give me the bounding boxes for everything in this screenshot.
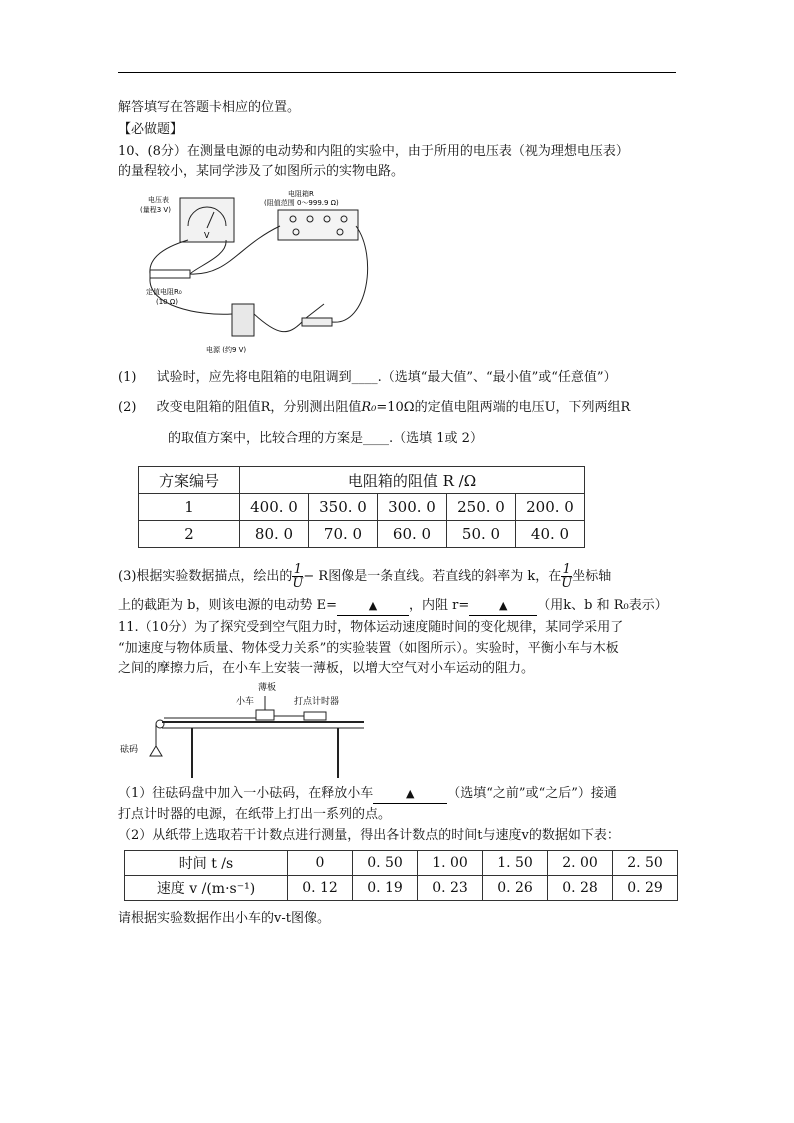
table-header-cell: 速度 v /(m·s⁻¹)	[125, 876, 288, 901]
table-cell: 250. 0	[447, 494, 516, 521]
resistance-box-shape	[278, 210, 358, 240]
q10-part3-text-b: − R图像是一条直线。若直线的斜率为 k，在	[303, 569, 562, 584]
table-cell: 1. 00	[418, 851, 483, 876]
table-cell: 0. 12	[288, 876, 353, 901]
weight-label: 砝码	[120, 745, 139, 755]
table-cell: 1. 50	[483, 851, 548, 876]
table-cell: 350. 0	[309, 494, 378, 521]
table-cell: 2. 00	[548, 851, 613, 876]
q11-table	[124, 850, 678, 901]
table-cell: 80. 0	[240, 521, 309, 548]
q11-part1-text-b: （选填“之前”或“之后”）接通	[447, 786, 617, 801]
q10-part3-text-a: (3)根据实验数据描点，绘出的	[118, 569, 293, 584]
q10-part2-r0: R₀	[361, 400, 377, 415]
timer-shape	[304, 712, 326, 720]
table-cell: 70. 0	[309, 521, 378, 548]
table-cell: 0. 50	[353, 851, 418, 876]
fixed-resistor-value: (10 Ω)	[156, 298, 178, 306]
q10-part2-text-b: =10Ω的定值电阻两端的电压U，下列两组R	[376, 400, 631, 415]
q10-part3-text-e: ，内阻 r=	[408, 598, 470, 613]
table-cell: 300. 0	[378, 494, 447, 521]
triangle-mark-icon: ▲	[368, 599, 378, 612]
q10-part2	[118, 399, 630, 417]
q11-part1	[118, 785, 617, 804]
table-cell: 1	[139, 494, 240, 521]
fraction-numerator: 1	[293, 562, 303, 577]
table-row	[125, 876, 678, 901]
fraction-denominator: U	[292, 576, 304, 591]
fixed-resistor-shape	[150, 270, 190, 278]
answer-blank-r[interactable]	[469, 597, 537, 616]
table-cell: 0. 23	[418, 876, 483, 901]
q10-part1	[118, 369, 617, 387]
fraction-numerator: 1	[562, 562, 571, 577]
table-cell: 2	[139, 521, 240, 548]
table-cell: 40. 0	[516, 521, 585, 548]
answer-blank-before-after[interactable]	[373, 785, 447, 804]
q10-part2-text-a: 改变电阻箱的阻值R，分别测出阻值	[156, 400, 362, 415]
q11-part1-text-c: 打点计时器的电源，在纸带上打出一系列的点。	[118, 807, 392, 822]
table-cell: 0. 19	[353, 876, 418, 901]
source-label: 电源 (约9 V)	[206, 346, 247, 354]
table-header-cell: 时间 t /s	[125, 851, 288, 876]
intro-text: 解答填写在答题卡相应的位置。	[118, 100, 301, 115]
q10-part3-text-f: （用k、b 和 R₀表示）	[537, 598, 668, 613]
table-cell: 0. 28	[548, 876, 613, 901]
q10-part3	[118, 562, 611, 592]
q10-part2-num: (2)	[118, 400, 137, 415]
fraction-denominator: U	[561, 576, 573, 591]
table-cell: 60. 0	[378, 521, 447, 548]
timer-label: 打点计时器	[294, 697, 340, 707]
circuit-figure	[128, 186, 388, 358]
table-row	[139, 467, 585, 494]
table-row	[139, 521, 585, 548]
table-header-cell: 电阻箱的阻值 R /Ω	[240, 467, 585, 494]
fixed-resistor-label: 定值电阻R₀	[146, 288, 182, 296]
car-label: 小车	[236, 697, 255, 707]
cart-setup-figure	[118, 678, 368, 782]
table-cell: 400. 0	[240, 494, 309, 521]
table-row	[139, 494, 585, 521]
q10-part3-text-c: 坐标轴	[572, 569, 612, 584]
voltmeter-range-label: (量程3 V)	[140, 206, 171, 214]
table-cell: 0. 26	[483, 876, 548, 901]
plate-label: 薄板	[258, 683, 277, 693]
q11-stem-3: 之间的摩擦力后，在小车上安装一薄板，以增大空气对小车运动的阻力。	[118, 661, 535, 676]
q10-part3-line2	[118, 597, 668, 616]
fraction-1-over-u	[292, 563, 303, 590]
switch-shape	[302, 318, 332, 326]
voltmeter-label: 电压表	[148, 196, 169, 204]
triangle-mark-icon: ▲	[499, 599, 508, 612]
table-header-cell: 方案编号	[139, 467, 240, 494]
pulley-shape	[156, 720, 164, 728]
q11-stem-2: “加速度与物体质量、物体受力关系”的实验装置（如图所示）。实验时，平衡小车与木板	[118, 641, 619, 656]
q10-stem-1: 10、(8分）在测量电源的电动势和内阻的实验中，由于所用的电压表（视为理想电压表）	[118, 144, 629, 159]
q11-part3: 请根据实验数据作出小车的v-t图像。	[118, 911, 330, 926]
source-shape	[232, 304, 254, 336]
q10-part3-text-d: 上的截距为 b，则该电源的电动势 E=	[118, 598, 337, 613]
q11-stem-1: 11.（10分）为了探究受到空气阻力时，物体运动速度随时间的变化规律，某同学采用了	[118, 620, 624, 635]
q10-table	[138, 466, 585, 548]
svg-text:V: V	[204, 231, 210, 240]
q11-part1-text-a: （1）往砝码盘中加入一小砝码，在释放小车	[118, 786, 374, 801]
weight-pan-shape	[150, 746, 162, 756]
triangle-mark-icon: ▲	[406, 787, 415, 800]
q10-stem-2: 的量程较小，某同学涉及了如图所示的实物电路。	[118, 164, 405, 179]
fraction-1-over-u-2	[561, 563, 572, 590]
header-rule	[118, 72, 676, 73]
table-row	[125, 851, 678, 876]
box-range-label: (阻值范围 0～999.9 Ω)	[264, 199, 339, 207]
q10-part1-num: (1)	[118, 370, 137, 385]
table-cell: 0. 29	[613, 876, 678, 901]
table-cell: 200. 0	[516, 494, 585, 521]
q11-part2: （2）从纸带上选取若干计数点进行测量，得出各计数点的时间t与速度v的数据如下表：	[118, 828, 620, 843]
table-cell: 2. 50	[613, 851, 678, 876]
section-title: 【必做题】	[118, 122, 184, 137]
q10-part2-text-c: 的取值方案中，比较合理的方案是____.（选填 1或 2）	[168, 431, 483, 446]
car-shape	[256, 710, 274, 720]
table-cell: 50. 0	[447, 521, 516, 548]
q10-part1-text: 试验时，应先将电阻箱的电阻调到____.（选填“最大值”、“最小值”或“任意值”）	[156, 370, 617, 385]
table-cell: 0	[288, 851, 353, 876]
answer-blank-e[interactable]	[337, 597, 409, 616]
box-label: 电阻箱R	[288, 190, 314, 198]
